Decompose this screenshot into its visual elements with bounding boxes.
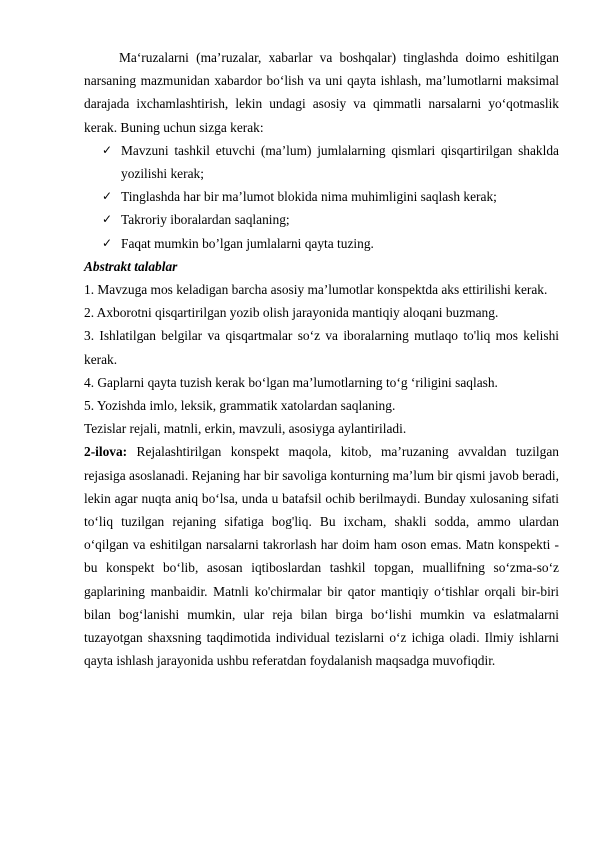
checklist-item	[84, 139, 559, 185]
checklist-item-text: Takroriy iboralardan saqlaning;	[121, 212, 290, 228]
checklist	[84, 139, 559, 255]
numbered-item: 3. Ishlatilgan belgilar va qisqartmalar so‘z va iboralarning mutlaqo to'liq mos kelishi kerak.	[84, 328, 559, 367]
checkmark-icon: ✓	[102, 142, 113, 157]
numbered-item: 2. Axborotni qisqartirilgan yozib olish jarayonida mantiqiy aloqani buzmang.	[84, 305, 499, 321]
abstract-heading: Abstrakt talablar	[84, 258, 178, 274]
checklist-item	[84, 208, 559, 231]
appendix-text: Rejalashtirilgan konspekt maqola, kitob, ma’ruzaning avvaldan tuzilgan rejasiga asoslanadi. Rejaning har bir savoliga konturning ma’lum bir qismi javob beradi, lekin agar nuqta aniq bo‘lsa, unda u batafsil ochib berilmaydi. Bunday xulosaning sifati to‘liq tuzilgan rejaning sifatiga bog'liq. Bu ixcham, shakli sodda, ammo ulardan o‘qilgan va eshitilgan narsalarni takrorlash har doim ham oson emas. Matn konspekti - bu konspekt bo‘lib, asosan iqtiboslardan tashkil topgan, muallifning so‘zma-so‘z gaplarining manbaidir. Matnli ko'chirmalar bir qator mantiqiy o‘tishlar orqali bir-biri bilan bog‘lanishi mumkin, ular reja bilan birga bo‘lishi mumkin va eslatmalarni tuzayotgan shaxsning taqdimotida individual tezislarni o‘z ichiga oladi. Ilmiy ishlarni qayta ishlash jarayonida ushbu referatdan foydalanish maqsadga muvofiqdir.	[84, 444, 559, 669]
numbered-item: 1. Mavzuga mos keladigan barcha asosiy ma’lumotlar konspektda aks ettirilishi kerak.	[84, 282, 548, 298]
numbered-item: 4. Gaplarni qayta tuzish kerak bo‘lgan ma’lumotlarning to‘g ‘riligini saqlash.	[84, 374, 498, 390]
appendix-paragraph	[84, 440, 559, 672]
checkmark-icon: ✓	[102, 212, 113, 227]
appendix-label: 2-ilova:	[84, 444, 128, 460]
checklist-item-text: Tinglashda har bir ma’lumot blokida nima muhimligini saqlash kerak;	[121, 189, 497, 205]
checklist-item-text: Mavzuni tashkil etuvchi (ma’lum) jumlalarning qismlari qisqartirilgan shaklda yozilishi kerak;	[121, 142, 559, 182]
theses-line: Tezislar rejali, matnli, erkin, mavzuli, asosiyga aylantiriladi.	[84, 421, 407, 437]
page-content	[84, 46, 559, 672]
checklist-item	[84, 232, 559, 255]
checklist-item-text: Faqat mumkin bo’lgan jumlalarni qayta tuzing.	[121, 235, 374, 251]
checkmark-icon: ✓	[102, 189, 113, 204]
checklist-item	[84, 185, 559, 208]
intro-paragraph: Ma‘ruzalarni (ma’ruzalar, xabarlar va boshqalar) tinglashda doimo eshitilgan narsaning mazmunidan xabardor bo‘lish va uni qayta ishlash, ma’lumotlarni maksimal darajada ixchamlashtirish, lekin undagi asosiy va qimmatli narsalarni yo‘qotmaslik kerak. Buning uchun sizga kerak:	[84, 50, 559, 135]
numbered-item: 5. Yozishda imlo, leksik, grammatik xatolardan saqlaning.	[84, 398, 396, 414]
checkmark-icon: ✓	[102, 235, 113, 250]
